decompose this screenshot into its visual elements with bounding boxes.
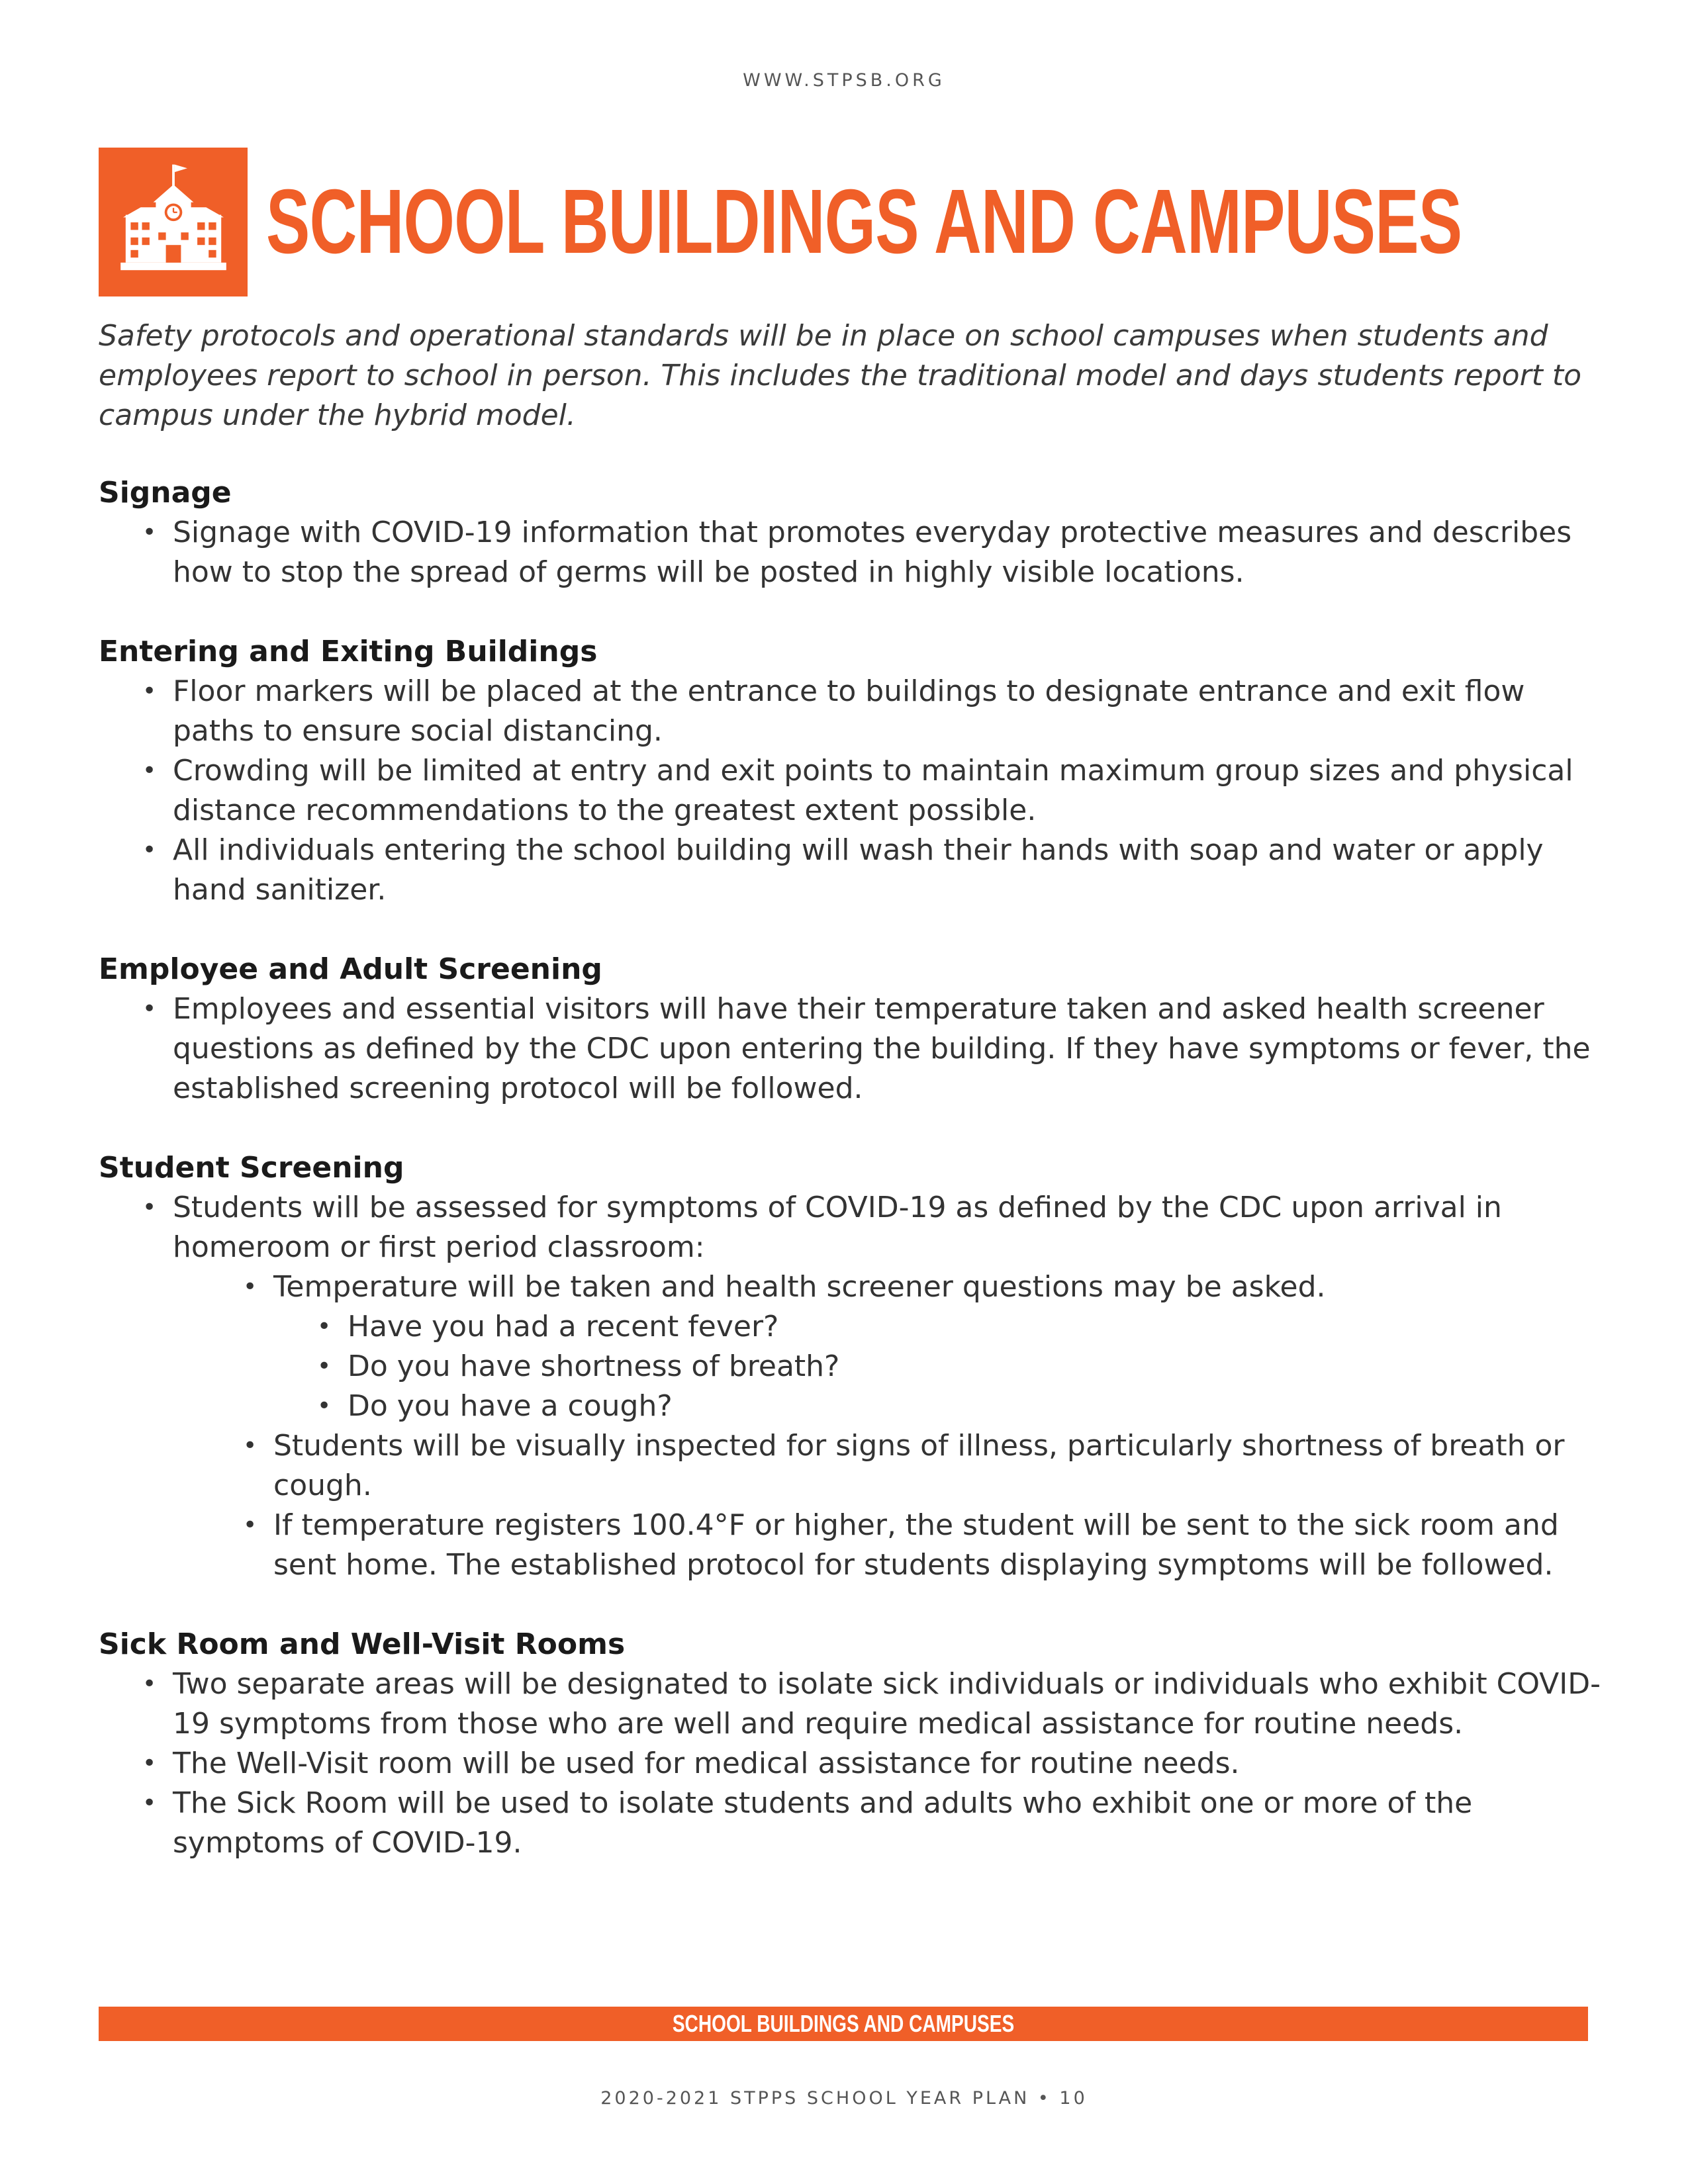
sub-bullet-item: [273, 1267, 1601, 1426]
section-signage: [99, 473, 1601, 592]
bullet-item: • The Sick Room will be used to isolate students and adults who exhibit one or more of the symptoms of COVID-19.: [173, 1784, 1601, 1863]
screening-question: • Do you have shortness of breath?: [348, 1347, 1601, 1387]
footer-section-bar: [99, 2007, 1588, 2041]
section-heading: Student Screening: [99, 1151, 404, 1185]
sub-bullet-item: • If temperature registers 100.4°F or higher, the student will be sent to the sick room and sent home. The established protocol for students displaying symptoms will be followed.: [273, 1506, 1601, 1585]
bullet-item: • Crowding will be limited at entry and exit points to maintain maximum group sizes and physical distance recommendations to the greatest extent possible.: [173, 751, 1601, 831]
main-content: [99, 473, 1601, 1903]
section-employee-screening: [99, 950, 1601, 1109]
site-url[interactable]: WWW.STPSB.ORG: [743, 70, 945, 91]
bullet-item: • Employees and essential visitors will have their temperature taken and asked health screener questions as defined by the CDC upon entering the building. If they have symptoms or fever, the established screening protocol will be followed.: [173, 989, 1601, 1109]
bullet-list: [99, 672, 1601, 910]
bullet-list: [99, 989, 1601, 1109]
bullet-list: [99, 513, 1601, 592]
footer-section-label: SCHOOL BUILDINGS AND CAMPUSES: [672, 2010, 1015, 2037]
screening-question: • Do you have a cough?: [348, 1387, 1601, 1426]
page-header: [99, 148, 1688, 296]
section-heading: Sick Room and Well-Visit Rooms: [99, 1627, 626, 1661]
bullet-item: • All individuals entering the school building will wash their hands with soap and water or apply hand sanitizer.: [173, 831, 1601, 910]
section-heading: Signage: [99, 476, 232, 510]
page-footer: 2020-2021 STPPS SCHOOL YEAR PLAN • 10: [600, 2088, 1088, 2109]
screening-questions: [273, 1307, 1601, 1426]
intro-paragraph: Safety protocols and operational standards will be in place on school campuses when students and employees report to school in person. This includes the traditional model and days students report to campus under the hybrid model.: [99, 319, 1582, 432]
bullet-item: • Signage with COVID-19 information that promotes everyday protective measures and describes how to stop the spread of germs will be posted in highly visible locations.: [173, 513, 1601, 592]
bullet-list: [99, 1188, 1601, 1585]
section-heading: Entering and Exiting Buildings: [99, 635, 598, 668]
school-building-icon-svg: [111, 159, 236, 285]
sub-bullet-item: • Students will be visually inspected for signs of illness, particularly shortness of breath or cough.: [273, 1426, 1601, 1506]
section-student-screening: [99, 1148, 1601, 1585]
screening-question: • Have you had a recent fever?: [348, 1307, 1601, 1347]
bullet-item: • The Well-Visit room will be used for medical assistance for routine needs.: [173, 1744, 1601, 1784]
bullet-item: • Floor markers will be placed at the entrance to buildings to designate entrance and exit flow paths to ensure social distancing.: [173, 672, 1601, 751]
section-heading: Employee and Adult Screening: [99, 952, 602, 986]
bullet-item: [173, 1188, 1601, 1585]
school-building-icon: [99, 148, 248, 296]
sub-bullet-text: Temperature will be taken and health screener questions may be asked.: [273, 1270, 1326, 1304]
section-entering-exiting: [99, 632, 1601, 910]
section-sick-room: [99, 1625, 1601, 1863]
sub-bullet-list: [173, 1267, 1601, 1585]
bullet-list: [99, 1664, 1601, 1863]
bullet-item: • Two separate areas will be designated to isolate sick individuals or individuals who exhibit COVID-19 symptoms from those who are well and require medical assistance for routine needs.: [173, 1664, 1601, 1744]
page-title: SCHOOL BUILDINGS AND CAMPUSES: [266, 171, 1462, 273]
bullet-text: Students will be assessed for symptoms of COVID-19 as defined by the CDC upon arrival in homeroom or first period classroom:: [173, 1191, 1502, 1264]
